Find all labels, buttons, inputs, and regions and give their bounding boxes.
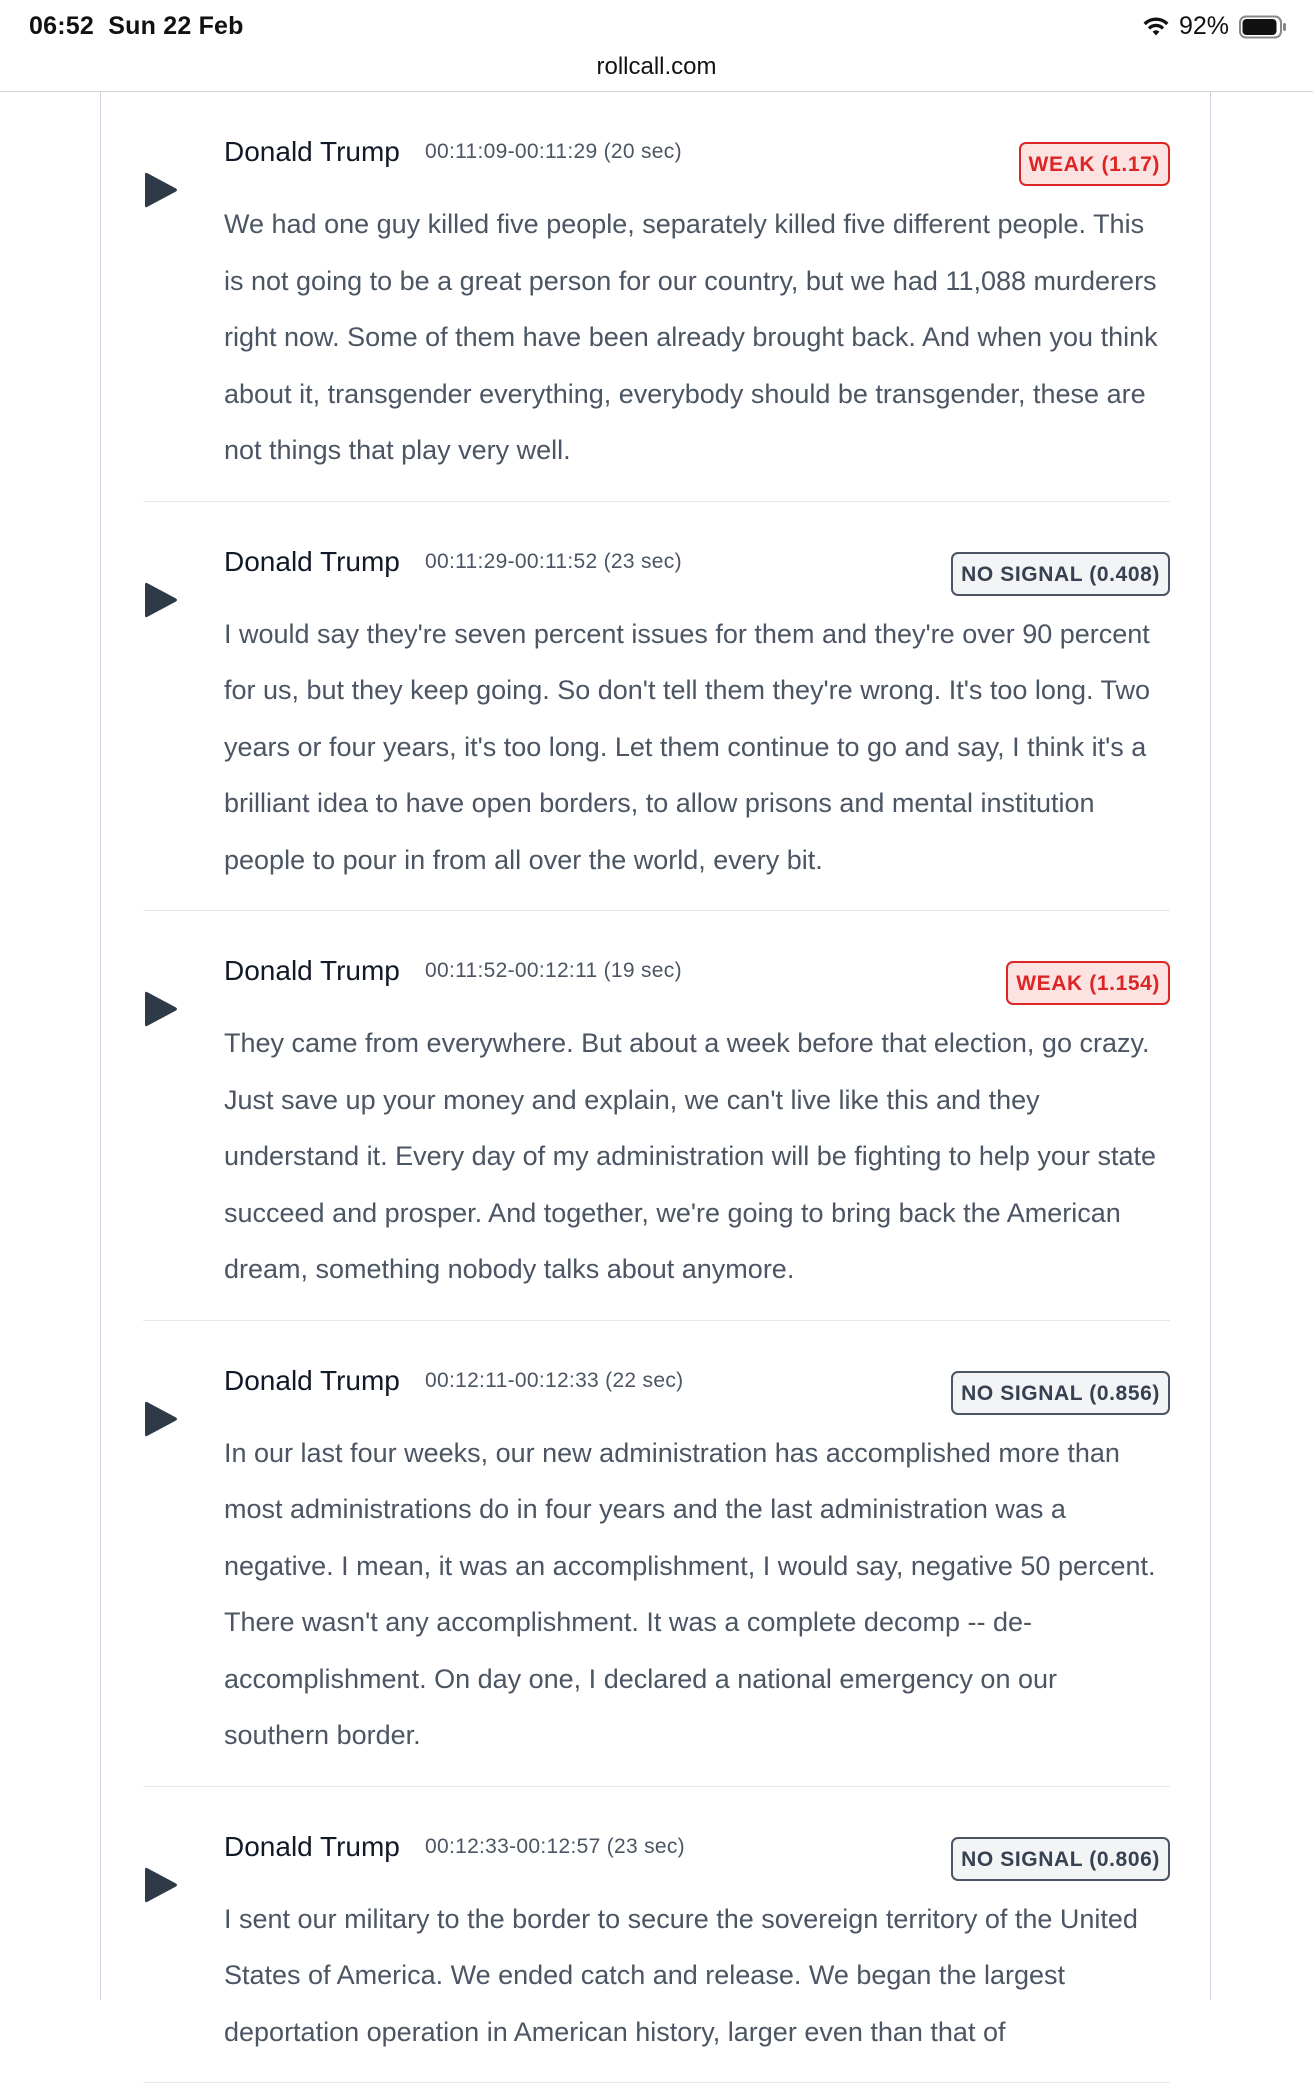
clip-header <box>224 546 1170 606</box>
clip-header <box>224 1831 1170 1891</box>
clip-item <box>143 502 1170 912</box>
status-date: Sun 22 Feb <box>108 12 243 40</box>
signal-badge: NO SIGNAL (0.806) <box>951 1837 1170 1881</box>
signal-badge: NO SIGNAL (0.856) <box>951 1371 1170 1415</box>
timecode: 00:11:52-00:12:11 (19 sec) <box>425 959 682 983</box>
speaker-name: Donald Trump <box>224 1365 400 1397</box>
signal-badge: WEAK (1.154) <box>1006 961 1170 1005</box>
play-button[interactable] <box>143 989 179 1029</box>
clip-header <box>224 136 1170 196</box>
clip-header <box>224 955 1170 1015</box>
timecode: 00:11:09-00:11:29 (20 sec) <box>425 140 682 164</box>
battery-percent: 92% <box>1179 12 1229 41</box>
play-button[interactable] <box>143 1399 179 1439</box>
clip-item <box>143 1787 1170 2083</box>
wifi-icon <box>1143 17 1169 37</box>
clip-header <box>224 1365 1170 1425</box>
clip-item <box>143 92 1170 502</box>
transcript-text: I would say they're seven percent issues for them and they're over 90 percent for us, but they keep going. So don't tell them they're wrong. It's too long. Two years or four years, it's too long. Let them continue to go and say, I think it's a brilliant idea to have open borders, to allow prisons and mental institution people to pour in from all over the world, every bit. <box>224 606 1164 889</box>
timecode: 00:11:29-00:11:52 (23 sec) <box>425 550 682 574</box>
play-icon <box>143 1865 179 1905</box>
clip-item <box>143 911 1170 1321</box>
page-content[interactable] <box>100 92 1211 2000</box>
play-button[interactable] <box>143 170 179 210</box>
signal-badge: NO SIGNAL (0.408) <box>951 552 1170 596</box>
signal-badge: WEAK (1.17) <box>1019 142 1170 186</box>
transcript-text: They came from everywhere. But about a week before that election, go crazy. Just save up your money and explain, we can't live like this and they understand it. Every day of my administration will be fighting to help your state succeed and prosper. And together, we're going to bring back the American dream, something nobody talks about anymore. <box>224 1015 1164 1298</box>
transcript-text: We had one guy killed five people, separately killed five different people. This is not going to be a great person for our country, but we had 11,088 murderers right now. Some of them have been already brought back. And when you think about it, transgender everything, everybody should be transgender, these are not things that play very well. <box>224 196 1164 479</box>
speaker-name: Donald Trump <box>224 546 400 578</box>
status-indicators <box>1143 12 1287 41</box>
address-bar[interactable] <box>0 50 1313 92</box>
speaker-name: Donald Trump <box>224 1831 400 1863</box>
transcript-text: I sent our military to the border to secure the sovereign territory of the United States of America. We ended catch and release. We began the largest deportation operation in American history, larger even than that of <box>224 1891 1164 2061</box>
speaker-name: Donald Trump <box>224 955 400 987</box>
timecode: 00:12:33-00:12:57 (23 sec) <box>425 1835 685 1859</box>
battery-icon <box>1239 15 1287 39</box>
status-time-date <box>29 12 244 41</box>
timecode: 00:12:11-00:12:33 (22 sec) <box>425 1369 683 1393</box>
play-button[interactable] <box>143 580 179 620</box>
url-text[interactable]: rollcall.com <box>596 53 716 80</box>
play-icon <box>143 170 179 210</box>
status-bar <box>0 0 1313 56</box>
speaker-name: Donald Trump <box>224 136 400 168</box>
status-time: 06:52 <box>29 12 94 40</box>
play-icon <box>143 989 179 1029</box>
play-button[interactable] <box>143 1865 179 1905</box>
play-icon <box>143 1399 179 1439</box>
transcript-text: In our last four weeks, our new administration has accomplished more than most administrations do in four years and the last administration was a negative. I mean, it was an accomplishment, I would say, negative 50 percent. There wasn't any accomplishment. It was a complete decomp -- de-accomplishment. On day one, I declared a national emergency on our southern border. <box>224 1425 1164 1764</box>
clip-list <box>143 92 1170 2083</box>
play-icon <box>143 580 179 620</box>
clip-item <box>143 1321 1170 1787</box>
